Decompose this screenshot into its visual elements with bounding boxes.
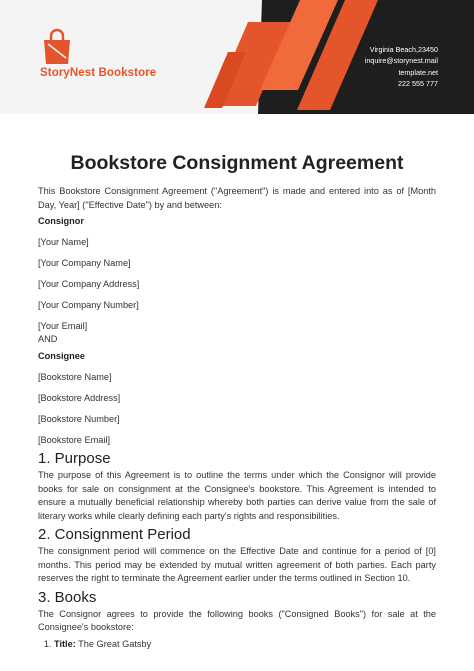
section-heading-books: 3. Books: [38, 588, 97, 606]
contact-email: inquire@storynest.mail: [364, 56, 438, 66]
shopping-bag-icon: [42, 28, 72, 66]
section-heading-consignment-period: 2. Consignment Period: [38, 526, 191, 543]
contact-website: template.net: [398, 67, 438, 77]
document-title: Bookstore Consignment Agreement: [70, 152, 404, 174]
contact-address: Virginia Beach,23450: [369, 45, 438, 54]
list-item: [54, 638, 436, 651]
consignee-address-field: [Bookstore Address]: [38, 393, 121, 403]
section-heading-purpose: 1. Purpose: [38, 450, 111, 467]
books-list: [38, 638, 436, 651]
consignor-company-name-field: [Your Company Name]: [38, 258, 131, 268]
consignee-label: Consignee: [38, 351, 85, 361]
book-title-value: The Great Gatsby: [78, 638, 152, 649]
section-body-purpose: The purpose of this Agreement is to outline the terms under which the Consignor will provide books for sale on consignment at the Consignee's bookstore. This Agreement is intended to ensure a mutually beneficial relationship whereby both parties can derive value from the sale of literary works while clearly defining each party's rights and responsibilities.: [38, 470, 436, 521]
document-body: [38, 152, 436, 651]
consignee-email-field: [Bookstore Email]: [38, 435, 110, 445]
and-separator: AND: [38, 334, 58, 344]
intro-paragraph: This Bookstore Consignment Agreement ("Agreement") is made and entered into as of [Month Day, Year] ("Effective Date") by and between:: [38, 186, 436, 210]
consignee-name-field: [Bookstore Name]: [38, 372, 112, 382]
consignor-email-field: [Your Email]: [38, 321, 88, 331]
consignor-label: Consignor: [38, 216, 84, 226]
section-body-consignment-period: The consignment period will commence on the Effective Date and continue for a period of [0] months. This period may be extended by mutual written agreement of both parties. Each party reserves the right to terminate the Agreement earlier under the terms outlined in Section 10.: [38, 546, 436, 583]
letterhead: [0, 0, 474, 114]
consignee-number-field: [Bookstore Number]: [38, 414, 120, 424]
contact-phone: 222 555 777: [398, 79, 438, 89]
contact-block: [365, 44, 438, 90]
consignor-name-field: [Your Name]: [38, 237, 89, 247]
book-title-label: Title:: [54, 638, 76, 649]
brand-name: StoryNest Bookstore: [40, 67, 157, 79]
consignor-company-number-field: [Your Company Number]: [38, 300, 139, 310]
section-body-books: The Consignor agrees to provide the following books ("Consigned Books") for sale at the Consignee's bookstore:: [38, 608, 436, 632]
consignor-company-address-field: [Your Company Address]: [38, 279, 140, 289]
